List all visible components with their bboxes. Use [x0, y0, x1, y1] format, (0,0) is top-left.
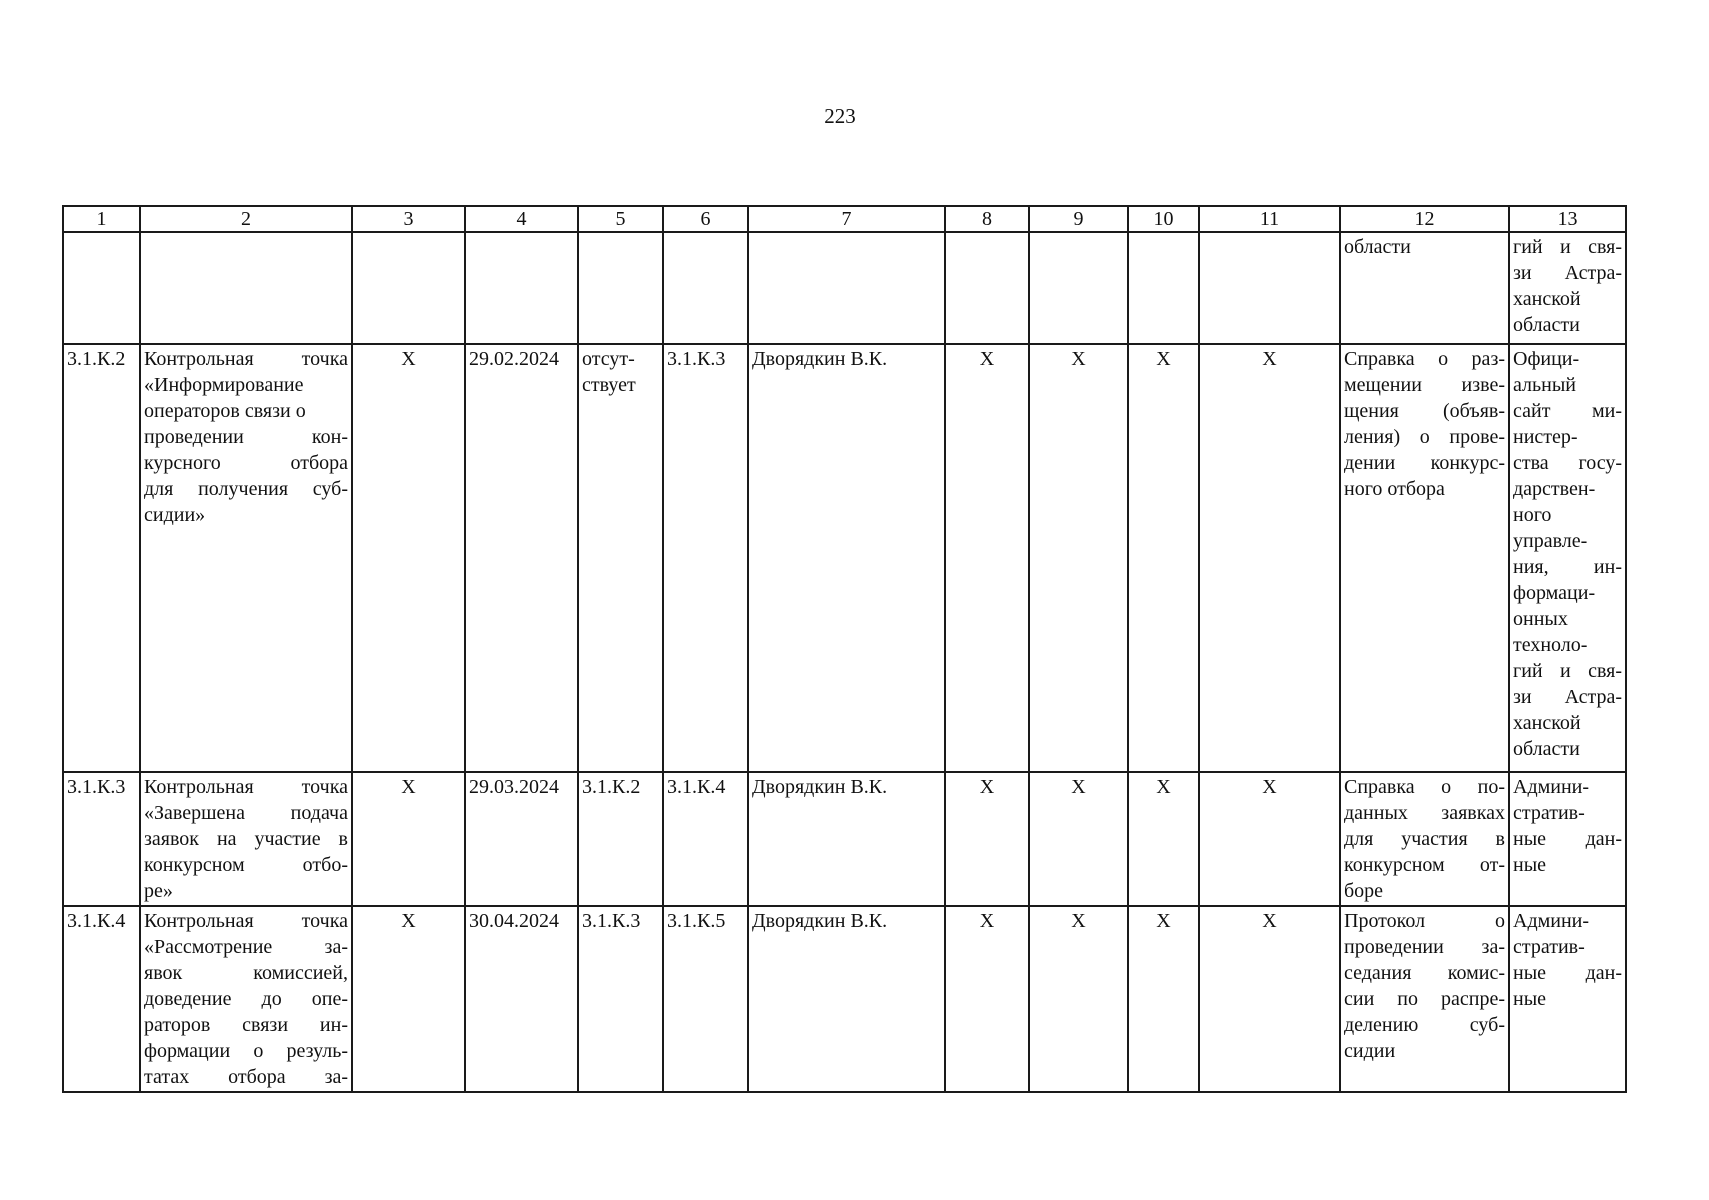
text-line: проведении за- [1344, 936, 1505, 958]
cell-next: 3.1.К.5 [663, 906, 748, 1092]
header-col-12: 12 [1340, 206, 1509, 232]
continuation-row [63, 232, 1626, 344]
text-line: данных заявках [1344, 802, 1505, 824]
text-line: для участия в [1344, 828, 1505, 850]
cell-source [1509, 906, 1626, 1092]
cell-col11: Х [1199, 772, 1340, 906]
cell-document [1340, 344, 1509, 772]
text-line: стратив- [1513, 936, 1585, 958]
text-line: формаци- [1513, 582, 1596, 604]
text-line: Контрольная точка [144, 776, 348, 798]
cell-empty [748, 232, 945, 344]
header-col-2: 2 [140, 206, 352, 232]
text-line: Админи- [1513, 776, 1590, 798]
text-line: ствует [582, 374, 636, 396]
text-line: техноло- [1513, 634, 1588, 656]
cell-responsible: Дворядкин В.К. [748, 772, 945, 906]
cell-source [1509, 344, 1626, 772]
text-line: Справка о раз- [1344, 348, 1505, 370]
cell-code: 3.1.К.3 [63, 772, 140, 906]
cell-empty [945, 232, 1029, 344]
text-line: Офици- [1513, 348, 1580, 370]
text-line: ления) о прове- [1344, 426, 1505, 448]
cell-code: 3.1.К.2 [63, 344, 140, 772]
text-line: дарствен- [1513, 478, 1596, 500]
text-line: щения (объяв- [1344, 400, 1505, 422]
header-col-3: 3 [352, 206, 465, 232]
text-line: ре» [144, 880, 173, 902]
cell-col3: Х [352, 344, 465, 772]
text-line: области [1513, 738, 1580, 760]
text-line: ного [1513, 504, 1552, 526]
text-line: зи Астра- [1513, 686, 1622, 708]
cell-empty [1029, 232, 1128, 344]
cell-source [1509, 772, 1626, 906]
text-line: ства госу- [1513, 452, 1622, 474]
cell-next: 3.1.К.4 [663, 772, 748, 906]
text-line: конкурсном отбо- [144, 854, 348, 876]
plan-table [62, 205, 1627, 1093]
cell-date: 30.04.2024 [465, 906, 578, 1092]
text-line: ные [1513, 854, 1547, 876]
table-row [63, 772, 1626, 906]
cell-col8: Х [945, 344, 1029, 772]
text-line: гий и свя- [1513, 660, 1622, 682]
text-line: «Завершена подача [144, 802, 348, 824]
text-line: мещении изве- [1344, 374, 1505, 396]
header-col-7: 7 [748, 206, 945, 232]
text-line: управле- [1513, 530, 1588, 552]
text-line: явок комиссией, [144, 962, 348, 984]
cell-responsible: Дворядкин В.К. [748, 344, 945, 772]
text-line: конкурсном от- [1344, 854, 1505, 876]
cell-source [1509, 232, 1626, 344]
cell-col9: Х [1029, 772, 1128, 906]
cell-empty [1199, 232, 1340, 344]
cell-document [1340, 772, 1509, 906]
cell-code: 3.1.К.4 [63, 906, 140, 1092]
text-line: делению суб- [1344, 1014, 1505, 1036]
text-line: онных [1513, 608, 1568, 630]
header-col-5: 5 [578, 206, 663, 232]
cell-col8: Х [945, 772, 1029, 906]
cell-date: 29.02.2024 [465, 344, 578, 772]
text-line: сии по распре- [1344, 988, 1505, 1010]
text-line: Справка о по- [1344, 776, 1505, 798]
text-line: зи Астра- [1513, 262, 1622, 284]
text-line: курсного отбора [144, 452, 348, 474]
cell-col3: Х [352, 772, 465, 906]
text-line: ного отбора [1344, 478, 1445, 500]
cell-date: 29.03.2024 [465, 772, 578, 906]
table-row [63, 906, 1626, 1092]
text-line: заявок на участие в [144, 828, 348, 850]
text-line: проведении кон- [144, 426, 348, 448]
cell-col10: Х [1128, 906, 1199, 1092]
cell-col11: Х [1199, 906, 1340, 1092]
cell-empty [663, 232, 748, 344]
cell-responsible: Дворядкин В.К. [748, 906, 945, 1092]
text-line: ные [1513, 988, 1547, 1010]
text-line: для получения суб- [144, 478, 348, 500]
cell-name [140, 344, 352, 772]
cell-col9: Х [1029, 344, 1128, 772]
text-line: дении конкурс- [1344, 452, 1505, 474]
text-line: гий и свя- [1513, 236, 1622, 258]
header-col-8: 8 [945, 206, 1029, 232]
cell-name [140, 906, 352, 1092]
text-line: раторов связи ин- [144, 1014, 348, 1036]
text-line: формации о резуль- [144, 1040, 348, 1062]
text-line: нистер- [1513, 426, 1578, 448]
cell-col8: Х [945, 906, 1029, 1092]
text-line: сидии [1344, 1040, 1396, 1062]
header-col-1: 1 [63, 206, 140, 232]
text-line: 3.1.К.3 [582, 910, 641, 932]
cell-col10: Х [1128, 772, 1199, 906]
header-row [63, 206, 1626, 232]
header-col-6: 6 [663, 206, 748, 232]
text-line: отсут- [582, 348, 635, 370]
table-row [63, 344, 1626, 772]
cell-prev [578, 344, 663, 772]
cell-empty [1128, 232, 1199, 344]
text-line: области [1344, 236, 1411, 258]
header-col-9: 9 [1029, 206, 1128, 232]
text-line: татах отбора за- [144, 1066, 348, 1088]
cell-document [1340, 232, 1509, 344]
cell-empty [352, 232, 465, 344]
text-line: 3.1.К.2 [582, 776, 641, 798]
text-line: ные дан- [1513, 962, 1622, 984]
cell-empty [63, 232, 140, 344]
cell-col10: Х [1128, 344, 1199, 772]
cell-document [1340, 906, 1509, 1092]
cell-col3: Х [352, 906, 465, 1092]
header-col-11: 11 [1199, 206, 1340, 232]
header-col-13: 13 [1509, 206, 1626, 232]
text-line: области [1513, 314, 1580, 336]
text-line: Протокол о [1344, 910, 1505, 932]
cell-empty [578, 232, 663, 344]
cell-name [140, 772, 352, 906]
cell-col9: Х [1029, 906, 1128, 1092]
text-line: ные дан- [1513, 828, 1622, 850]
header-col-4: 4 [465, 206, 578, 232]
text-line: стратив- [1513, 802, 1585, 824]
text-line: седания комис- [1344, 962, 1505, 984]
text-line: сидии» [144, 504, 206, 526]
text-line: «Информирование [144, 374, 304, 396]
page-number: 223 [824, 104, 856, 128]
cell-prev [578, 906, 663, 1092]
text-line: ния, ин- [1513, 556, 1622, 578]
header-col-10: 10 [1128, 206, 1199, 232]
text-line: Контрольная точка [144, 348, 348, 370]
text-line: операторов связи о [144, 400, 306, 422]
text-line: доведение до опе- [144, 988, 348, 1010]
cell-col11: Х [1199, 344, 1340, 772]
text-line: ханской [1513, 288, 1581, 310]
text-line: альный [1513, 374, 1576, 396]
text-line: ханской [1513, 712, 1581, 734]
cell-next: 3.1.К.3 [663, 344, 748, 772]
text-line: Админи- [1513, 910, 1590, 932]
text-line: «Рассмотрение за- [144, 936, 348, 958]
cell-empty [465, 232, 578, 344]
text-line: Контрольная точка [144, 910, 348, 932]
cell-empty [140, 232, 352, 344]
text-line: сайт ми- [1513, 400, 1622, 422]
cell-prev [578, 772, 663, 906]
text-line: боре [1344, 880, 1384, 902]
